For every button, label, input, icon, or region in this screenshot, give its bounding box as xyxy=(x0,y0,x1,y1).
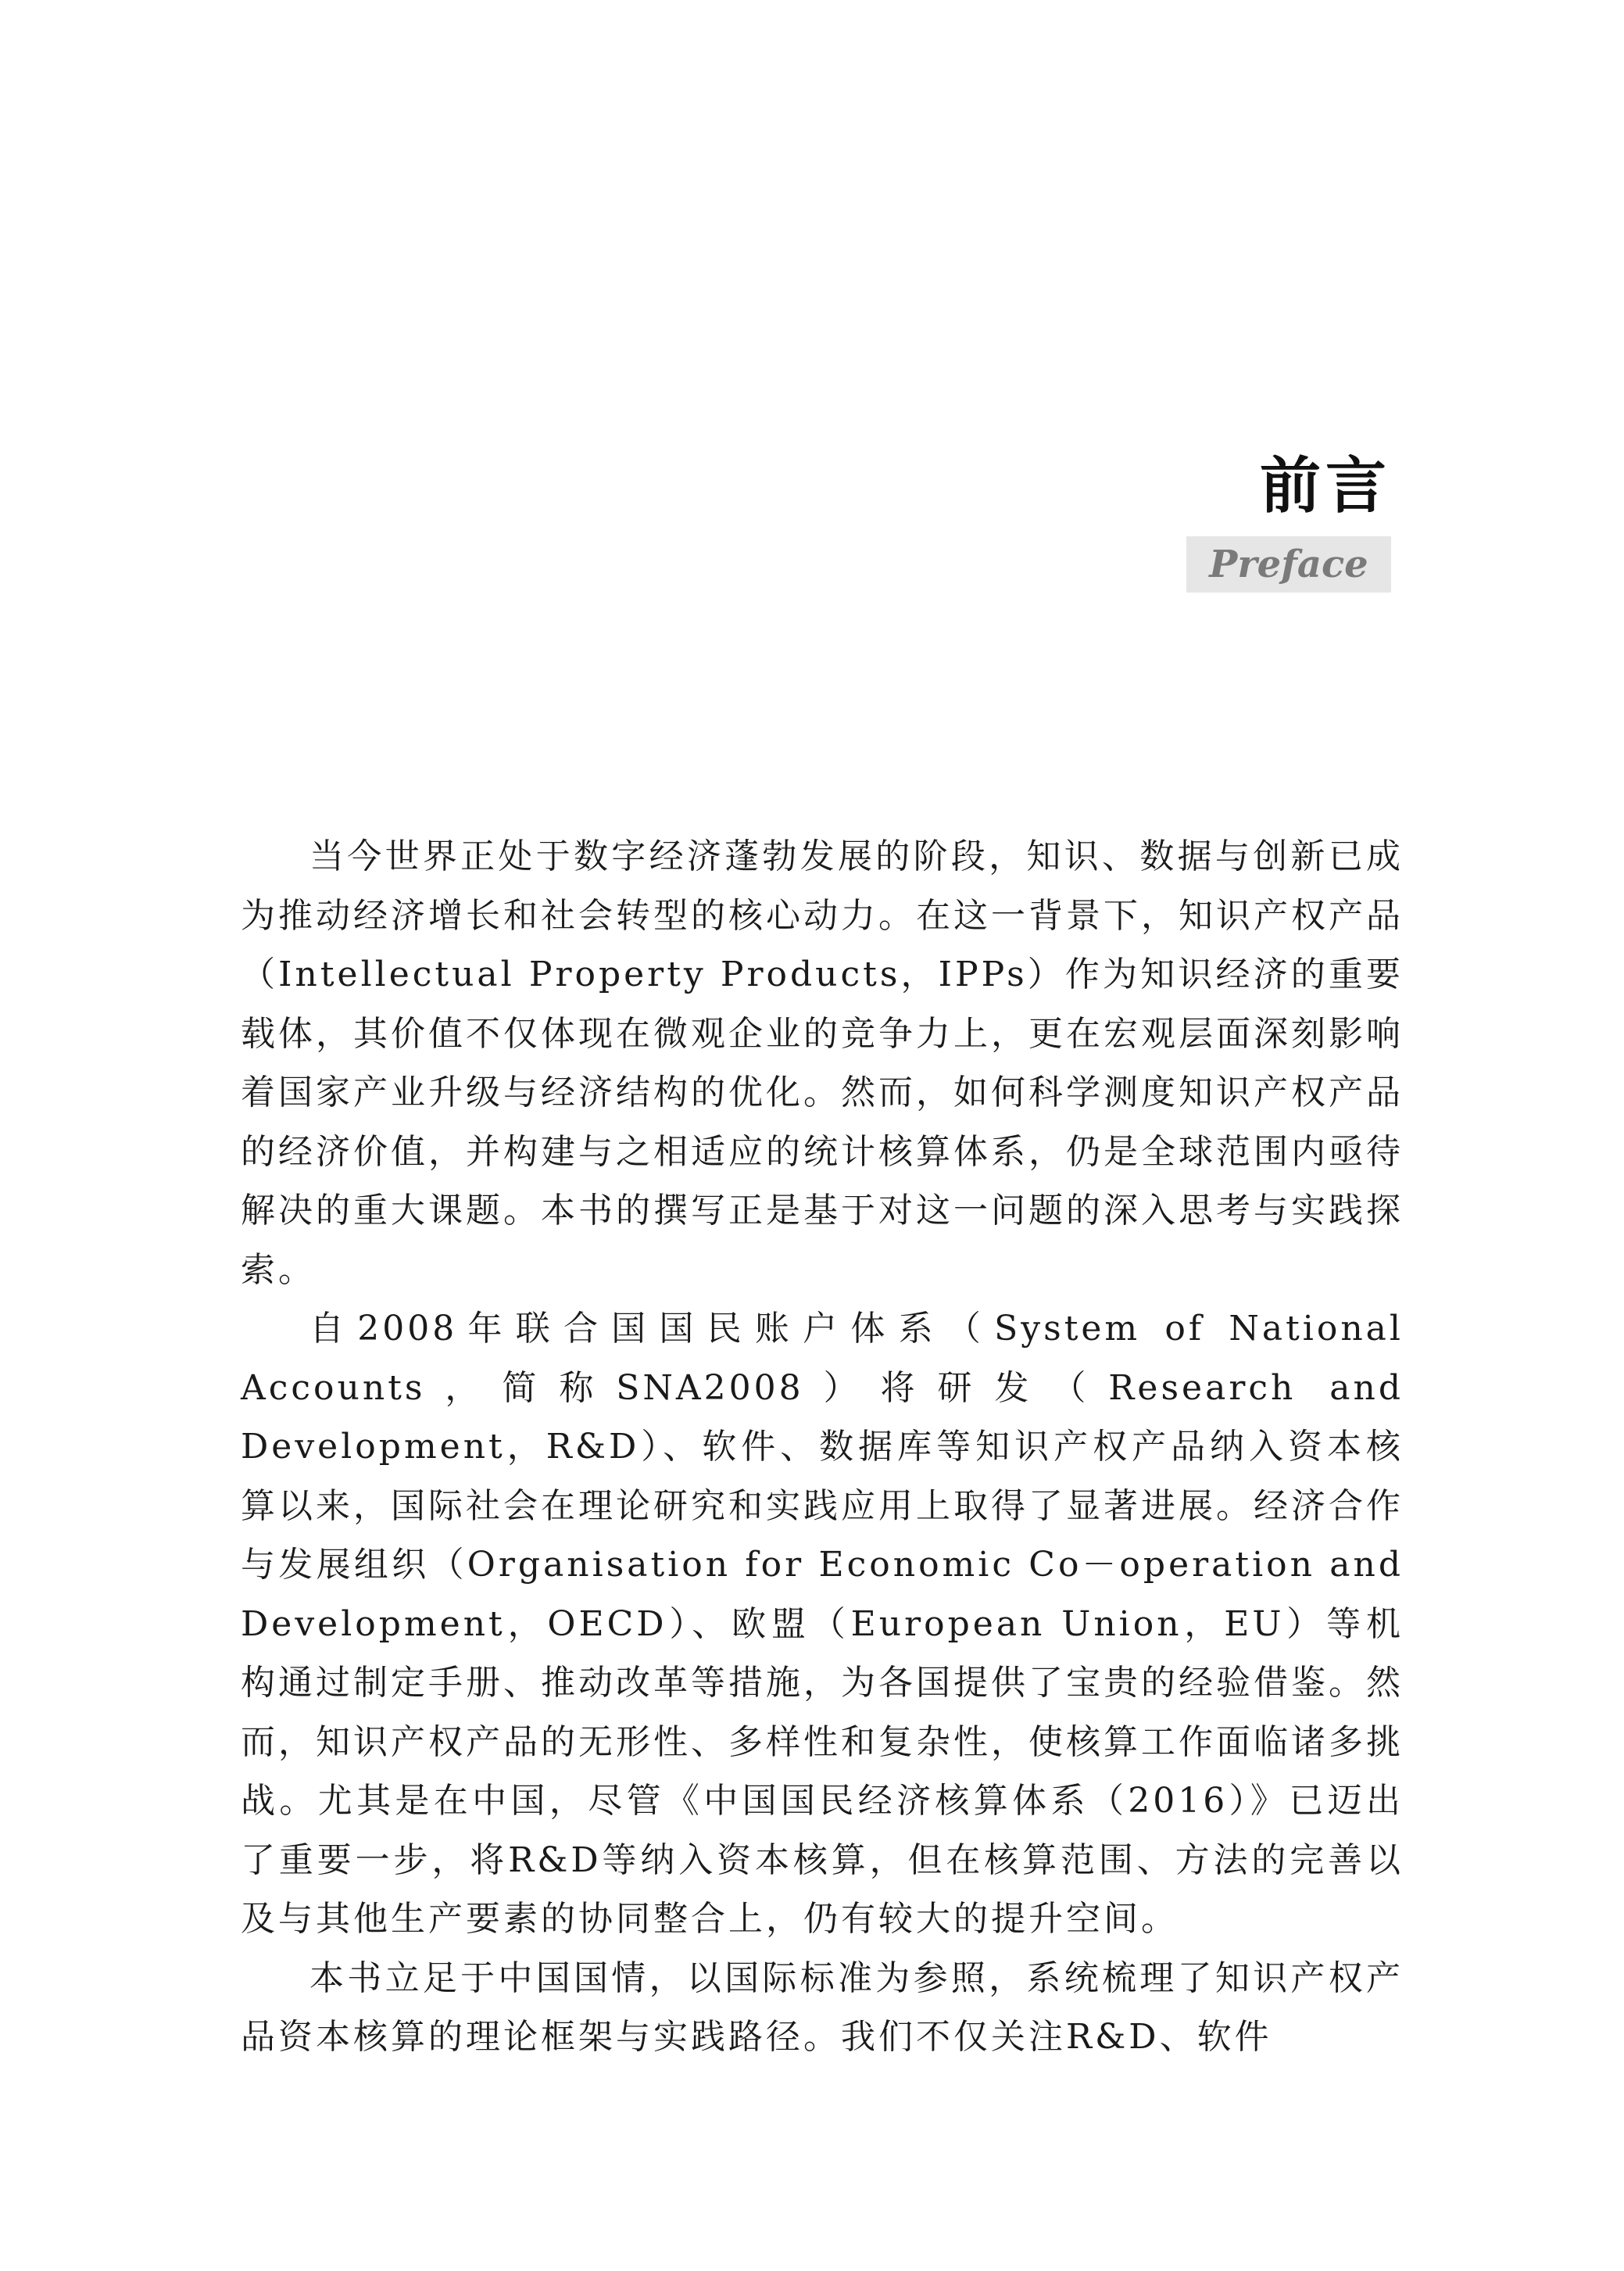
subtitle-badge: Preface xyxy=(1186,536,1391,593)
paragraph-3: 本书立足于中国国情，以国际标准为参照，系统梳理了知识产权产品资本核算的理论框架与实践路径。我们不仅关注R&D、软件 xyxy=(241,1958,1404,2057)
page-title: 前言 xyxy=(1259,451,1391,521)
paragraph-1: 当今世界正处于数字经济蓬勃发展的阶段，知识、数据与创新已成为推动经济增长和社会转型的核心动力。在这一背景下，知识产权产品（Intellectual Property Products，IPPs）作为知识经济的重要载体，其价值不仅体现在微观企业的竞争力上，更在宏观层面深刻影响着国家产业升级与经济结构的优化。然而，如何科学测度知识产权产品的经济价值，并构建与之相适应的统计核算体系，仍是全球范围内亟待解决的重大课题。本书的撰写正是基于对这一问题的深入思考与实践探索。 xyxy=(241,836,1404,1290)
paragraph-2: 自2008年联合国国民账户体系（System of National Accounts，简称SNA2008）将研发（Research and Development，R&D）、软件、数据库等知识产权产品纳入资本核算以来，国际社会在理论研究和实践应用上取得了显著进展。经济合作与发展组织（Organisation for Economic Co－operation and Development，OECD）、欧盟（European Union，EU）等机构通过制定手册、推动改革等措施，为各国提供了宝贵的经验借鉴。然而，知识产权产品的无形性、多样性和复杂性，使核算工作面临诸多挑战。尤其是在中国，尽管《中国国民经济核算体系（2016）》已迈出了重要一步，将R&D等纳入资本核算，但在核算范围、方法的完善以及与其他生产要素的协同整合上，仍有较大的提升空间。 xyxy=(241,1309,1404,1939)
chapter-heading xyxy=(1186,453,1391,593)
preface-body xyxy=(241,827,1404,2067)
